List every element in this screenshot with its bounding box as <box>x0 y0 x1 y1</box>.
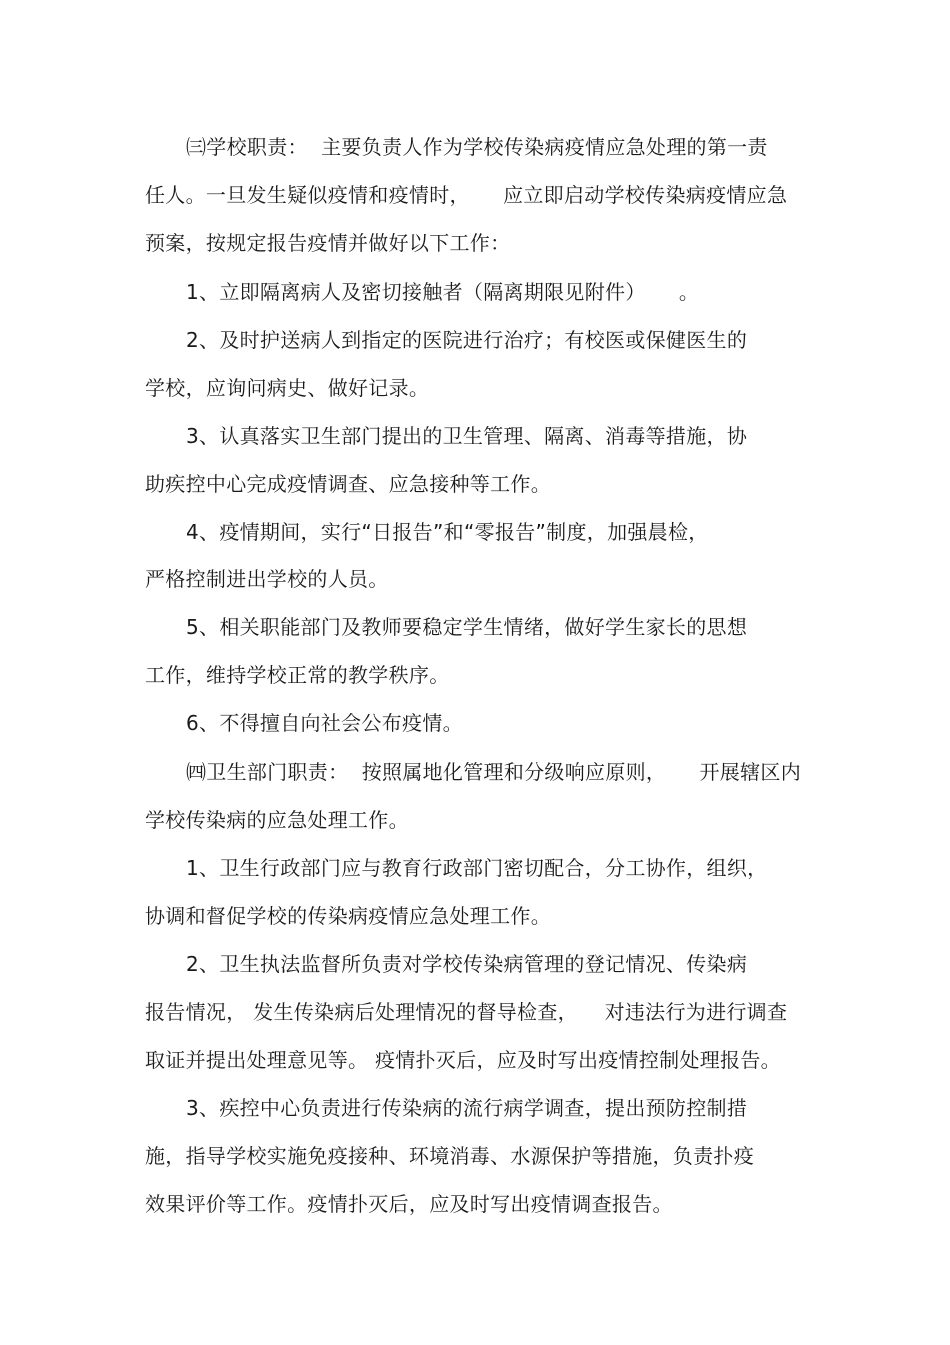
text-line: 5、相关职能部门及教师要稳定学生情绪，做好学生家长的思想 <box>186 615 748 639</box>
text-line: 3、疾控中心负责进行传染病的流行病学调查，提出预防控制措 <box>186 1096 748 1120</box>
text-line: 效果评价等工作。疫情扑灭后，应及时写出疫情调查报告。 <box>145 1192 673 1216</box>
text-line: 2、卫生执法监督所负责对学校传染病管理的登记情况、传染病 <box>186 952 748 976</box>
text-line: 施，指导学校实施免疫接种、环境消毒、水源保护等措施，负责扑疫 <box>145 1144 754 1168</box>
text-line: 2、及时护送病人到指定的医院进行治疗；有校医或保健医生的 <box>186 328 748 352</box>
text-line: 协调和督促学校的传染病疫情应急处理工作。 <box>145 904 551 928</box>
text-line: ㈣卫生部门职责： 按照属地化管理和分级响应原则， 开展辖区内 <box>186 760 802 784</box>
text-line: ㈢学校职责： 主要负责人作为学校传染病疫情应急处理的第一责 <box>186 135 768 159</box>
text-line: 取证并提出处理意见等。 疫情扑灭后，应及时写出疫情控制处理报告。 <box>145 1048 781 1072</box>
text-line: 6、不得擅自向社会公布疫情。 <box>186 711 463 735</box>
text-line: 学校传染病的应急处理工作。 <box>145 808 409 832</box>
text-line: 3、认真落实卫生部门提出的卫生管理、隔离、消毒等措施，协 <box>186 424 748 448</box>
text-line: 工作，维持学校正常的教学秩序。 <box>145 663 450 687</box>
text-line: 学校，应询问病史、做好记录。 <box>145 376 430 400</box>
text-line: 任人。一旦发生疑似疫情和疫情时， 应立即启动学校传染病疫情应急 <box>145 183 788 207</box>
text-line: 助疾控中心完成疫情调查、应急接种等工作。 <box>145 472 551 496</box>
text-line: 1、卫生行政部门应与教育行政部门密切配合，分工协作，组织， <box>186 856 768 880</box>
text-line: 严格控制进出学校的人员。 <box>145 567 389 591</box>
text-line: 1、立即隔离病人及密切接触者（隔离期限见附件） 。 <box>186 280 700 304</box>
text-line: 预案，按规定报告疫情并做好以下工作： <box>145 231 511 255</box>
text-line: 报告情况， 发生传染病后处理情况的督导检查， 对违法行为进行调查 <box>145 1000 788 1024</box>
text-line: 4、疫情期间，实行“日报告”和“零报告”制度，加强晨检， <box>186 520 709 544</box>
